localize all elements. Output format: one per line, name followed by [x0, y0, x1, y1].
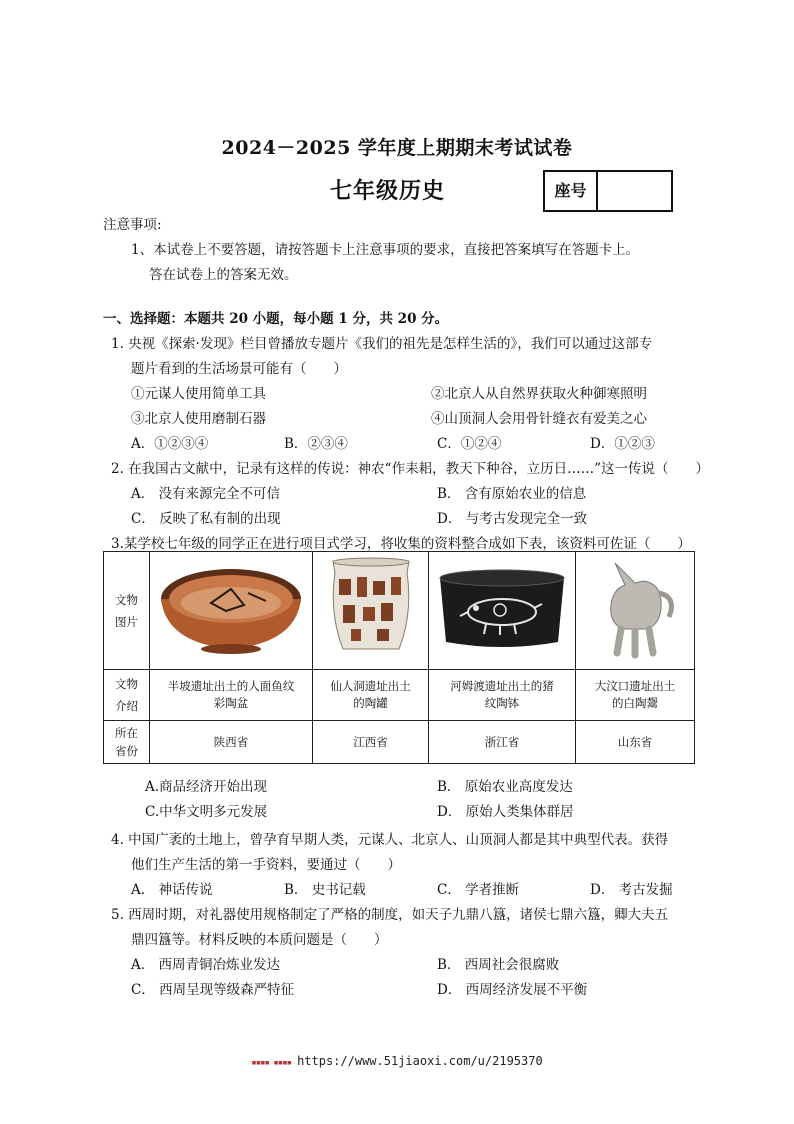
row-label-text: 文物	[115, 592, 138, 607]
notice-line-1: 1、本试卷上不要答题，请按答题卡上注意事项的要求，直接把答案填写在答题卡上。	[131, 242, 640, 258]
relics-table	[103, 551, 695, 764]
q1-statement-3: ③北京人使用磨制石器	[131, 411, 266, 427]
q1-stem-line-2: 题片看到的生活场景可能有（ ）	[131, 361, 347, 377]
q1-option-c[interactable]: C．①②④	[437, 436, 502, 452]
relic-image-pig-bowl	[429, 552, 576, 670]
q1-stem-line-1: 1. 央视《探索·发现》栏目曾播放专题片《我们的祖先是怎样生活的》，我们可以通过这部专	[111, 336, 653, 352]
watermark-logo-icon: ▪▪▪▪ ▪▪▪▪	[251, 1058, 292, 1068]
relic-intro-line: 仙人洞遗址出土	[330, 679, 411, 693]
seat-number-label: 座号	[545, 172, 598, 210]
relic-intro-line: 半坡遗址出土的人面鱼纹	[167, 679, 295, 693]
notice-line-2: 答在试卷上的答案无效。	[149, 267, 298, 283]
exam-title: 2024－2025 学年度上期期末考试试卷	[221, 137, 573, 159]
q5-option-a[interactable]: A． 西周青铜冶炼业发达	[131, 957, 281, 973]
q5-option-d[interactable]: D． 西周经济发展不平衡	[437, 982, 588, 998]
province-cell: 浙江省	[429, 721, 576, 764]
q1-option-b[interactable]: B．②③④	[284, 436, 348, 452]
relic-intro-line: 纹陶钵	[484, 696, 520, 710]
q2-option-d[interactable]: D． 与考古发现完全一致	[437, 511, 588, 527]
footer-watermark	[0, 1054, 794, 1068]
footer-url[interactable]: https://www.51jiaoxi.com/u/2195370	[297, 1054, 543, 1068]
q4-stem-line-2: 他们生产生活的第一手资料，要通过（ ）	[131, 857, 401, 873]
q4-option-d[interactable]: D． 考古发掘	[590, 882, 673, 898]
q4-option-b[interactable]: B． 史书记载	[284, 882, 366, 898]
q5-option-c[interactable]: C． 西周呈现等级森严特征	[131, 982, 295, 998]
relic-image-pottery-jar	[313, 552, 429, 670]
row-label-text: 所在	[115, 726, 138, 740]
row-label-text: 图片	[115, 614, 138, 629]
q1-statement-1: ①元谋人使用简单工具	[131, 386, 266, 402]
relic-image-white-pottery-gui	[576, 552, 695, 670]
q1-statement-2: ②北京人从自然界获取火种御寒照明	[431, 386, 647, 402]
q3-option-c[interactable]: C.中华文明多元发展	[145, 804, 268, 820]
row-label-text: 省份	[115, 744, 138, 758]
q4-option-c[interactable]: C． 学者推断	[437, 882, 520, 898]
relic-intro-bowl	[429, 670, 576, 721]
q3-stem: 3.某学校七年级的同学正在进行项目式学习，将收集的资料整合成如下表，该资料可佐证（ ）	[111, 536, 691, 552]
q1-option-a[interactable]: A．①②③④	[131, 436, 209, 452]
row-label-pictures	[104, 552, 150, 670]
row-label-text: 文物	[115, 677, 138, 691]
relic-intro-line: 彩陶盆	[213, 696, 249, 710]
q2-stem: 2. 在我国古文献中，记录有这样的传说：神农“作耒耜，教天下种谷，立历日……”这一传说（ ）	[111, 461, 709, 477]
relic-intro-line: 大汶口遗址出土	[594, 679, 676, 693]
province-cell: 江西省	[313, 721, 429, 764]
row-label-province	[104, 721, 150, 764]
notice-heading: 注意事项:	[103, 217, 162, 233]
q1-statement-4: ④山顶洞人会用骨针缝衣有爱美之心	[431, 411, 647, 427]
q2-option-b[interactable]: B． 含有原始农业的信息	[437, 486, 587, 502]
province-cell: 山东省	[576, 721, 695, 764]
q3-option-a[interactable]: A.商品经济开始出现	[145, 779, 268, 795]
q4-option-a[interactable]: A． 神话传说	[131, 882, 213, 898]
seat-number-box[interactable]	[543, 170, 673, 212]
section-heading: 一、选择题：本题共 20 小题，每小题 1 分，共 20 分。	[103, 311, 449, 327]
q2-option-a[interactable]: A． 没有来源完全不可信	[131, 486, 281, 502]
relic-intro-basin	[150, 670, 313, 721]
exam-subtitle: 七年级历史	[330, 178, 446, 204]
q5-stem-line-2: 鼎四簋等。材料反映的本质问题是（ ）	[131, 932, 388, 948]
q3-option-b[interactable]: B． 原始农业高度发达	[437, 779, 573, 795]
relic-intro-gui	[576, 670, 695, 721]
q2-option-c[interactable]: C． 反映了私有制的出现	[131, 511, 281, 527]
relic-intro-line: 的陶罐	[353, 696, 388, 710]
relic-intro-jar	[313, 670, 429, 721]
q5-option-b[interactable]: B． 西周社会很腐败	[437, 957, 560, 973]
q1-option-d[interactable]: D．①②③	[590, 436, 655, 452]
province-cell: 陕西省	[150, 721, 313, 764]
relic-intro-line: 河姆渡遗址出土的猪	[450, 679, 554, 693]
row-label-text: 介绍	[115, 699, 138, 713]
q5-stem-line-1: 5. 西周时期，对礼器使用规格制定了严格的制度，如天子九鼎八簋，诸侯七鼎六簋，卿大夫五	[111, 907, 669, 923]
row-label-intro	[104, 670, 150, 721]
q3-option-d[interactable]: D． 原始人类集体群居	[437, 804, 574, 820]
relic-intro-line: 的白陶鬶	[612, 696, 658, 710]
q4-stem-line-1: 4. 中国广袤的土地上，曾孕育早期人类，元谋人、北京人、山顶洞人都是其中典型代表。获得	[111, 832, 669, 848]
relic-image-basin	[150, 552, 313, 670]
